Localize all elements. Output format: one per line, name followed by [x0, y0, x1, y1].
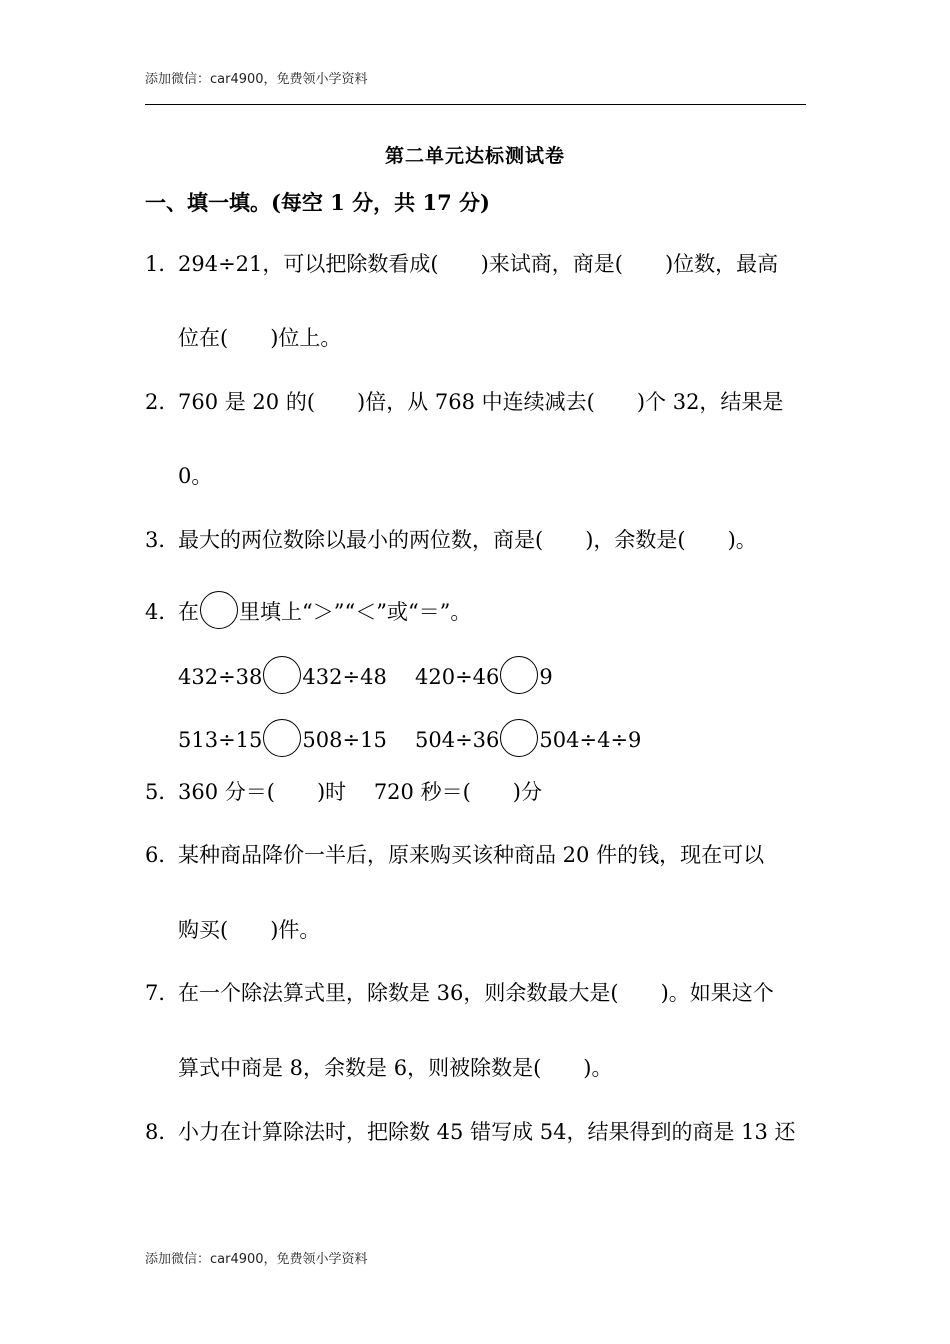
question-6	[145, 841, 764, 869]
question-text-post: 里填上“＞”“＜”或“＝”。	[239, 600, 472, 624]
question-1	[145, 250, 778, 278]
comparison-2a	[178, 719, 387, 757]
expr-left: 432÷38	[178, 665, 263, 689]
question-2-continuation: 0。	[178, 464, 213, 488]
section-heading: 一、填一填。(每空 1 分，共 17 分)	[145, 190, 490, 215]
expr-right: 432÷48	[302, 665, 387, 689]
question-number: 2．	[145, 390, 180, 414]
question-number: 8．	[145, 1120, 180, 1144]
page-title: 第二单元达标测试卷	[384, 145, 565, 167]
question-3	[145, 526, 757, 554]
header-note: 添加微信：car4900，免费领小学资料	[145, 72, 368, 87]
expr-left: 420÷46	[415, 665, 500, 689]
question-text: 最大的两位数除以最小的两位数，商是( )，余数是( )。	[178, 528, 757, 552]
question-text: 760 是 20 的( )倍，从 768 中连续减去( )个 32，结果是	[178, 390, 784, 414]
answer-circle-icon[interactable]	[500, 719, 538, 757]
answer-circle-icon[interactable]	[263, 719, 301, 757]
comparison-2b	[415, 719, 641, 757]
question-6-continuation: 购买( )件。	[178, 918, 321, 942]
question-7	[145, 979, 774, 1007]
question-text: 294÷21，可以把除数看成( )来试商，商是( )位数，最高	[178, 252, 779, 276]
question-2	[145, 388, 783, 416]
question-number: 5．	[145, 780, 180, 804]
expr-left: 504÷36	[415, 728, 500, 752]
expr-right: 508÷15	[302, 728, 387, 752]
question-number: 7．	[145, 981, 180, 1005]
answer-circle-icon[interactable]	[500, 656, 538, 694]
answer-circle-icon[interactable]	[263, 656, 301, 694]
expr-left: 513÷15	[178, 728, 263, 752]
header-divider	[145, 104, 806, 105]
expr-right: 504÷4÷9	[539, 728, 642, 752]
question-text: 360 分＝( )时 720 秒＝( )分	[178, 780, 542, 804]
question-4	[145, 591, 471, 629]
question-text: 在一个除法算式里，除数是 36，则余数最大是( )。如果这个	[178, 981, 774, 1005]
question-text: 小力在计算除法时，把除数 45 错写成 54，结果得到的商是 13 还	[178, 1120, 796, 1144]
question-7-continuation: 算式中商是 8，余数是 6，则被除数是( )。	[178, 1056, 613, 1080]
question-8	[145, 1118, 796, 1146]
question-number: 4．	[145, 600, 180, 624]
question-1-continuation: 位在( )位上。	[178, 326, 342, 350]
comparison-1b	[415, 656, 553, 694]
question-5	[145, 778, 542, 806]
question-text: 某种商品降价一半后，原来购买该种商品 20 件的钱，现在可以	[178, 843, 765, 867]
question-number: 6．	[145, 843, 180, 867]
expr-right: 9	[539, 665, 553, 689]
comparison-1a	[178, 656, 387, 694]
answer-circle-icon	[200, 591, 238, 629]
question-number: 3．	[145, 528, 180, 552]
footer-note: 添加微信：car4900，免费领小学资料	[145, 1252, 368, 1267]
question-number: 1．	[145, 252, 180, 276]
question-text-pre: 在	[178, 600, 199, 624]
